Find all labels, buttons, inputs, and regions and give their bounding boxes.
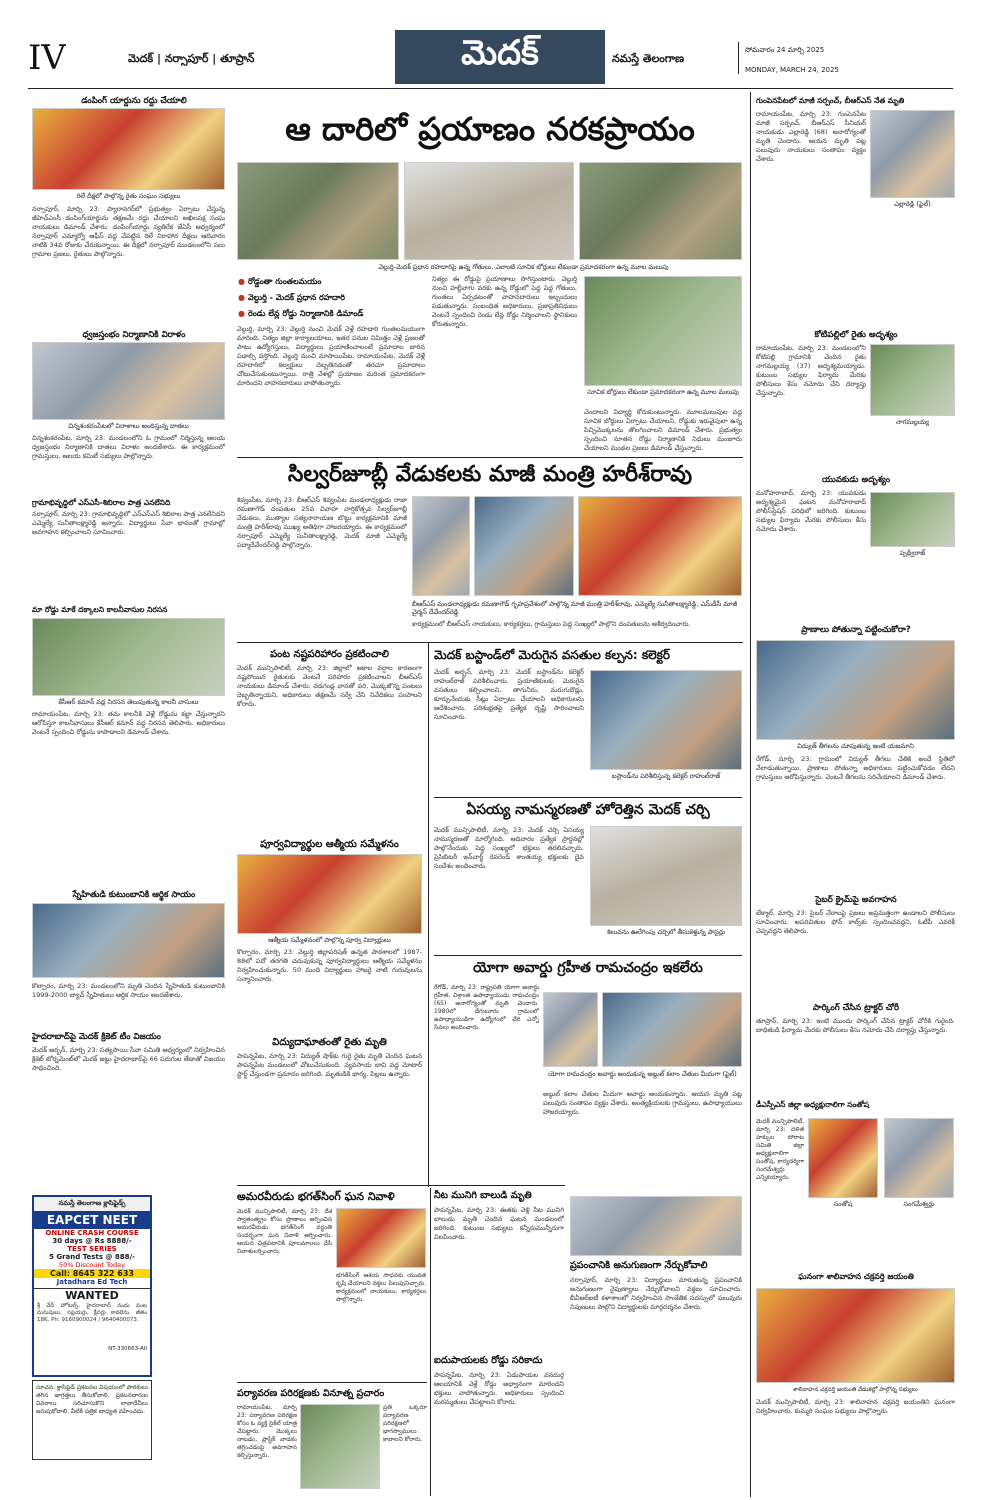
harish-photo-3 [578,496,742,596]
right-caption-4: విద్యుత్ తీగలను చూపుతున్న ఇంటి యజమాని [797,742,914,750]
bullet-3: ● రెండు లేన్ల రోడ్డు నిర్మాణానికి డిమాండ్ [238,309,364,318]
eapcet-ad [32,1195,152,1377]
ad-line-4: 5 Grand Tests @ 888/- [49,1253,135,1261]
section-rule-1 [237,457,743,458]
right-text-7: మెదక్ మున్సిపాలిటీ, మార్చి 23: దళిత హక్కుల పోరాట సమితి జిల్లా అధ్యక్షురాలిగా సంతోష, కార్యదర్శిగా సంగమేశ్వర్లు ఎన్నికయ్యారు. [756,1118,804,1181]
harish-text-1: శివ్వంపేట, మార్చి 23: బీఆర్‌ఎస్ శివ్వంపేట మండలాధ్యక్షుడు రాజా రమణాగౌడ్ దంపతుల 25వ వివాహ వార్షికోత్సవ సిల్వర్‌జూబ్లీ వేడుకలు, ముత్యాల సత్యనారాయణ బొట్టు కార్యక్రమానికి మాజీ మంత్రి హరీశ్‌రావు ముఖ్య అతిథిగా హాజరయ్యారు. ఈ కార్యక్రమంలో నర్సాపూర్ ఎమ్మెల్యే సునీతాలక్ష్మారెడ్డి, మెదక్ మాజీ ఎమ్మెల్యే పద్మాదేవేందర్‌రెడ్డి పాల్గొన్నారు. [237,496,407,549]
right-headline-7: డీఎస్పీఎస్ జిల్లా అధ్యక్షురాలిగా సంతోష [756,1100,869,1109]
main-text-3: చెందాలని విద్యార్థి కోరుకుంటున్నారు. మూలమలుపుల వద్ద సూచిక బోర్డులు ఏర్పాటు చేయాలని, రోడ్డుకు ఇరువైపులా ఉన్న పిచ్చిమొక్కలను తొలగించాలని డిమాండ్ చేశారు. ప్రభుత్వం స్పందించి నూతన రోడ్డు నిర్మాణానికి నిధులు మంజూరు చేయాలని మండల ప్రజలు డిమాండ్ చేస్తున్నారు. [584,408,742,452]
right-headline-6: పార్కింగ్ చేసిన ట్రాక్టర్ చోరీ [812,1003,900,1013]
left-text-4: రామాయంపేట, మార్చి 23: తమ కాలనీకి వెళ్లే రోడ్డును కబ్జా చేస్తున్నారని ఆరోపిస్తూ కాలనీవాసులు కేసీఆర్ కమాన్ వద్ద నిరసన తెలిపారు. అధికారులు వెంటనే స్పందించి రోడ్డును కాపాడాలని డిమాండ్ చేశారు. [32,710,225,736]
harish-photo-2 [474,496,574,596]
main-text-1: వెల్దుర్తి, మార్చి 23: వెల్దుర్తి నుంచి మెదక్ వెళ్లే రహదారి గుంతలమయంగా మారింది. నిత్యం జిల్లా కార్యాలయాలు, ఇతర పనుల నిమిత్తం వెళ్లే ప్రజలతో పాటు ఉద్యోగస్తులు, విద్యార్థులు ప్రయాణించాలంటే ప్రమాదాల బారిన పడాల్సి వస్తోంది. వెల్దుర్తి నుంచి మాసాయిపేట, రామాయంపేట, మెదక్ వెళ్లే రహదారిలో కల్వర్టులు దెబ్బతినడంతో తరచూ ప్రమాదాలు చోటుచేసుకుంటున్నాయి. రాత్రి వేళల్లో ప్రయాణం మరింత ప్రమాదకరంగా మారిందని వాహనదారులు వాపోతున్నారు. [237,325,425,387]
bus-stand-caption: బస్టాండ్‌ను పరిశీలిస్తున్న కలెక్టర్ రాహుల్‌రాజ్ [611,772,721,780]
right-caption-8: శాలివాహన చక్రవర్తి జయంతి వేడుకల్లో పాల్గొన్న సభ్యులు [793,1387,918,1393]
section-rule-4 [237,1382,427,1383]
left-text-2: చిన్నశంకరంపేట, మార్చి 23: మండలంలోని ఓ గ్రామంలో నిర్మిస్తున్న ఆలయ ధ్వజస్తంభం నిర్మాణానికి దాతలు విరాళం అందజేశారు. ఈ కార్యక్రమంలో గ్రామస్తులు, ఆలయ కమిటీ సభ్యులు పాల్గొన్నారు. [32,434,225,460]
ad-reference: NT-330663-AII [108,1346,147,1352]
medak-bus-headline: మెదక్ బస్టాండ్‌లో మెరుగైన వసతుల కల్పన: కలెక్టర్ [434,648,670,662]
harish-caption: బీఆర్‌ఎస్ మండలాధ్యక్షుడు రమణాగౌడ్ గృహప్రవేశంలో పాల్గొన్న మాజీ మంత్రి హరీశ్‌రావు, ఎమ్మెల్యే సునీతాలక్ష్మారెడ్డి, ఎమ్‌డీసీ మాజీ చైర్మన్ దేవేందర్‌రెడ్డి [412,600,738,616]
church-headline: ఏసయ్య నామస్మరణతో హోరెత్తిన మెదక్ చర్చి [466,802,710,818]
road-photo-1 [237,162,399,260]
yoga-text-1: రేగోడ్, మార్చి 23: రాష్ట్రపతి యోగా అవార్డు గ్రహీత, విశ్రాంత ఉపాధ్యాయుడు రామచంద్రం (65) అనారోగ్యంతో మృతి చెందారు. 1980లో దేగులూరు గ్రామంలో ఉపాధ్యాయుడిగా ఉద్యోగంలో చేరి ఎన్నో సేవలు అందించారు. [434,984,539,1031]
right-text-2: రామాయంపేట, మార్చి 23: మండలంలోని కోటిపల్లి గ్రామానికి చెందిన రైతు నాగమల్లయ్య (37) అదృశ్యమయ్యాడు. కుటుంబ సభ్యుల ఫిర్యాదు మేరకు పోలీసులు కేసు నమోదు చేసి దర్యాప్తు చేస్తున్నారు. [756,344,866,397]
shock-text: పాపన్నపేట, మార్చి 23: విద్యుత్ షాక్‌కు గురై రైతు మృతి చెందిన ఘటన పాపన్నపేట మండలంలో చోటుచేసుకుంది. వ్యవసాయ బావి వద్ద మోటార్ స్టార్ట్ చేస్తుండగా ప్రమాదం జరిగింది. మృతుడికి భార్య, పిల్లలు ఉన్నారు. [237,1052,422,1078]
road-photo-2 [404,162,574,260]
ad-line-2: 30 days @ Rs 8888/- [52,1237,132,1245]
bhagat-text-1: మెదక్ మున్సిపాలిటీ, మార్చి 23: దేశ స్వాతంత్య్రం కోసం ప్రాణాలు అర్పించిన అమరవీరుడు భగత్‌సింగ్ వర్ధంతి సందర్భంగా ఘన నివాళి అర్పించారు. ఆయన చిత్రపటానికి పూలమాలలు వేసి నివాళులర్పించారు. [237,1208,332,1255]
section-rule-6 [434,955,742,956]
ellareddy-photo [870,110,955,198]
wanted-label: WANTED [34,1288,150,1302]
col-divider-3 [750,92,751,1497]
alumni-text: కొల్చారం, మార్చి 23: వెల్దుర్తి జిల్లాపరిషత్ ఉన్నత పాఠశాలలో 1987-88లో పదో తరగతి చదువుకున్న పూర్వవిద్యార్థులు ఆత్మీయ సమ్మేళనం నిర్వహించుకున్నారు. 50 మంది విద్యార్థులు హాజరై నాటి గురువులను సన్మానించారు. [237,948,422,983]
yoga-caption: యోగా రామచంద్రం అవార్డు అందుకున్న అబ్దుల్ కలాం చేతుల మీదుగా (ఫైల్) [548,1070,737,1078]
road-photos-caption: వెల్దుర్తి-మెదక్ ప్రధాన రహదారిపై ఉన్న గోతులు, ఎలాంటి సూచిక బోర్డులు లేకుండా ప్రమాదకరంగా ఉన్న మూల మలుపు [378,263,669,271]
ad-line-1: ONLINE CRASH COURSE [45,1229,139,1237]
prithviraj-photo [870,492,955,547]
masthead-rule [28,88,953,89]
district-banner: మెదక్ [395,30,605,84]
date-english: MONDAY, MARCH 24, 2025 [745,66,839,74]
section-rule-2 [237,642,743,643]
shock-headline: విద్యుదాఘాతంతో రైతు మృతి [272,1037,387,1048]
left-caption-2: చిన్నశంకరంపేటలో విరాళాలు అందిస్తున్న దాతలు [68,422,189,430]
road-photo-3 [579,162,742,260]
right-headline-4: ప్రాణాలు పోతున్నా పట్టించుకోరా? [801,625,911,635]
church-text: మెదక్ మున్సిపాలిటీ, మార్చి 23: మెదక్ చర్చి ఏసయ్య నామస్మరణతో మార్మోగింది. ఆదివారం ప్రత్యేక ప్రార్థనల్లో పాల్గొనేందుకు పెద్ద సంఖ్యలో భక్తులు తరలివచ్చారు. ప్రెసిబిటరీ ఇన్‌చార్జ్ రెవరెండ్ శాంతయ్య భక్తులకు దైవ సందేశం అందించారు. [434,826,584,870]
ad-line-3: TEST SERIES [67,1245,117,1253]
left-headline-3: గ్రామాభివృద్ధిలో ఎస్‌ఎసీ-శిబిరాల పాత్ర ఎనలేనిది [32,498,171,507]
col-divider-1 [428,642,429,1187]
section-rule-5 [434,797,742,798]
left-caption-4: కేసీఆర్ కమాన్ వద్ద నిరసన తెలుపుతున్న కాలనీ వాసులు [58,698,199,706]
bullet-1: ● రోడ్డంతా గుంతలమయం [238,277,322,286]
yoga-portrait [543,992,598,1067]
main-headline: ఆ దారిలో ప్రయాణం నరకప్రాయం [285,110,695,148]
electric-wire-photo [756,640,955,740]
section-tags: మెదక్ | నర్సాపూర్ | తూప్రాన్ [128,52,255,65]
left-headline-1: డంపింగ్ యార్డును రద్దు చేయాలి [81,96,187,106]
env-headline: పర్యావరణ పరిరక్షణకు వినూత్న ప్రచారం [237,1388,385,1399]
harish-photo-1 [412,496,470,596]
harish-headline: సిల్వర్‌జూబ్లీ వేడుకలకు మాజీ మంత్రి హరీశ్‌రావు [287,462,693,487]
right-caption-2: నాగమల్లయ్య [895,418,930,426]
seminar-photo [570,1196,742,1256]
right-caption-7b: సంగమేశ్వర్లు [903,1200,935,1208]
medak-bus-text: మెదక్ అర్బన్, మార్చి 23: మెదక్ బస్టాండ్‌ను కలెక్టర్ రాహుల్‌రాజ్ పరిశీలించారు. ప్రయాణికులకు మెరుగైన వసతులు కల్పించాలని, తాగునీరు, మరుగుదొడ్లు, కూర్చునేందుకు సీట్లు ఏర్పాటు చేయాలని అధికారులను ఆదేశించారు. పరిశుభ్రతపై ప్రత్యేక దృష్టి సారించాలని సూచించారు. [434,668,584,721]
yoga-award-photo [602,992,742,1067]
donation-photo [32,342,225,420]
crop-text: మెదక్ మున్సిపాలిటీ, మార్చి 23: జిల్లాలో అకాల వర్షాల కారణంగా నష్టపోయిన రైతులకు వెంటనే పరిహారం ప్రకటించాలని బీఆర్‌ఎస్ నాయకులు డిమాండ్ చేశారు. వడగండ్ల వానతో వరి, మొక్కజొన్న పంటలు దెబ్బతిన్నాయని, అధికారులు తక్షణమే సర్వే చేసి నివేదికలు పంపాలని కోరారు. [237,664,422,708]
curve-road-caption: సూచిక బోర్డులు లేకుండా ప్రమాదకరంగా ఉన్న మూల మలుపు [587,388,739,396]
bore-text: పాపన్నపేట, మార్చి 23: ఈతకు వెళ్లి నీట మునిగి బాలుడు మృతి చెందిన ఘటన మండలంలో జరిగింది. కుటుంబ సభ్యులు కన్నీరుమున్నీరుగా విలపించారు. [434,1206,564,1241]
right-text-5: టేక్మాల్, మార్చి 23: సైబర్ నేరాలపై ప్రజలు అప్రమత్తంగా ఉండాలని పోలీసులు సూచించారు. అపరిచితుల ఫోన్ కాల్స్‌కు స్పందించవద్దని, ఓటీపీ ఎవరికీ చెప్పవద్దని తెలిపారు. [756,909,955,935]
right-caption-1: ఎల్లారెడ్డి (ఫైల్) [894,200,931,208]
yoga-headline: యోగా అవార్డు గ్రహీత రామచంద్రం ఇకలేరు [473,960,703,976]
shalivahana-photo [756,1288,955,1383]
alumni-headline: పూర్వవిద్యార్థుల ఆత్మీయ సమ్మేళనం [260,839,399,850]
alumni-caption: ఆత్మీయ సమ్మేళనంలో పాల్గొన్న పూర్వ విద్యార్థులు [268,936,391,944]
left-headline-4: మా రోడ్డు మాకే దక్కాలని కాలనీవాసుల నిరసన [32,605,168,614]
masthead-divider [738,42,739,74]
curve-road-photo [584,276,742,386]
ad-line-6: Call: 8645 322 633 [34,1269,150,1278]
right-caption-7a: సంతోష [833,1200,853,1208]
bhagat-headline: అమరవీరుడు భగత్‌సింగ్ ఘన నివాళి [237,1190,395,1203]
yoga-text-2: అబ్దుల్ కలాం చేతుల మీదుగా అవార్డు అందుకున్నారు. ఆయన మృతి పట్ల పలువురు సంతాపం వ్యక్తం చేశారు. అంత్యక్రియలకు గ్రామస్తులు, ఉపాధ్యాయులు హాజరయ్యారు. [543,1090,742,1116]
right-text-3: మనోహరాబాద్, మార్చి 23: యువకుడు అదృశ్యమైన ఘటన మనోహరాబాద్ పోలీస్‌స్టేషన్ పరిధిలో జరిగింది. కుటుంబ సభ్యుల ఫిర్యాదు మేరకు పోలీసులు కేసు నమోదు చేశారు. [756,489,866,533]
church-photo [590,826,742,926]
friends-aid-photo [32,903,225,978]
section-rule-3 [237,1185,565,1186]
ad-title: EAPCET NEET [34,1211,150,1229]
col-divider-2 [430,1188,431,1496]
right-text-4: రేగోడ్, మార్చి 23: గ్రామంలో విద్యుత్ తీగలు చేతికి అందే స్థితిలో వేలాడుతున్నాయి. ప్రాణాలు పోతున్నా అధికారులు పట్టించుకోవడం లేదని గ్రామస్తులు ఆరోపిస్తున్నారు. వెంటనే తీగలను సరిచేయాలని డిమాండ్ చేశారు. [756,755,955,781]
bhagat-text-2: భగత్‌సింగ్ ఆశయ సాధనకు యువత కృషి చేయాలని వక్తలు పిలుపునిచ్చారు. కార్యక్రమంలో నాయకులు, కార్యకర్తలు పాల్గొన్నారు. [336,1272,426,1303]
harish-text-2: కార్యక్రమంలో బీఆర్‌ఎస్ నాయకులు, కార్యకర్తలు, గ్రామస్తులు పెద్ద సంఖ్యలో పాల్గొని దంపతులను ఆశీర్వదించారు. [412,620,691,628]
bhagat-photo [336,1208,426,1268]
ad-line-7: Jatadhara Ed Tech [56,1278,128,1286]
colony-protest-photo [32,618,225,696]
right-text-7b [756,1212,955,1267]
env-text-2: ప్రతి ఒక్కరూ పర్యావరణ పరిరక్షణలో భాగస్వాములు కావాలని కోరారు. [383,1404,427,1443]
sangameshwar-photo [884,1118,954,1198]
env-text-1: రామాయంపేట, మార్చి 23: పర్యావరణ పరిరక్షణ కోసం ఓ వ్యక్తి సైకిల్ యాత్ర చేపట్టారు. మొక్కలు నాటడం, ప్లాస్టిక్ వాడకం తగ్గించడంపై అవగాహన కల్పిస్తున్నారు. [237,1404,297,1459]
wanted-text: శ్రీ వేద్ హోటల్స్, హైదరాబాద్ నందు వంట మనుషులు, సప్లయర్లు, క్లీనర్లు కావలెను. జీతం 18K. Ph: 9160900024 / 9640400073. [37,1303,147,1323]
right-text-1: రామాయంపేట, మార్చి 23: గుంపెనపేట మాజీ సర్పంచ్, బీఆర్‌ఎస్ సీనియర్ నాయకుడు ఎల్లారెడ్డి (68) అనారోగ్యంతో మృతి చెందారు. ఆయన మృతి పట్ల పలువురు నాయకులు సంతాపం వ్యక్తం చేశారు. [756,110,866,163]
left-text-3: నర్సాపూర్, మార్చి 23: గ్రామాభివృద్ధిలో ఎన్‌ఎస్‌ఎస్ శిబిరాల పాత్ర ఎనలేనిదని ఎమ్మెల్యే సునీతాలక్ష్మారెడ్డి అన్నారు. విద్యార్థులు సేవా భావంతో గ్రామాల్లో అవగాహన కల్పించాలని సూచించారు. [32,510,225,536]
right-text-6: తూప్రాన్, మార్చి 23: ఇంటి ముందు పార్కింగ్ చేసిన ట్రాక్టర్ చోరీకి గురైంది. బాధితుడి ఫిర్యాదు మేరకు పోలీసులు కేసు నమోదు చేసి దర్యాప్తు చేస్తున్నారు. [756,1017,955,1034]
ad-line-5: 50% Discount Today [59,1261,125,1269]
left-text-1: నర్సాపూర్, మార్చి 23: ప్యారానగర్‌లో ప్రభుత్వం ఏర్పాటు చేస్తున్న జీహెచ్‌ఎంసీ డంపింగ్‌యార్డును తక్షణమే రద్దు చేయాలని అఖిలపక్ష సంఘ నాయకులు డిమాండ్ చేశారు. డంపింగ్‌యార్డు వ్యతిరేక జేఏసీ ఆధ్వర్యంలో నర్సాపూర్ ఎమ్మార్వో ఆఫీస్ వద్ద చేపట్టిన రిలే నిరాహార దీక్షలు ఆదివారం నాటికి 34వ రోజుకు చేరుకున్నాయి. ఈ దీక్షలో నర్సాపూర్ మండలంలోని పలు గ్రామాల ప్రజలు, రైతులు పాల్గొన్నారు. [32,205,225,258]
date-telugu: సోమవారం 24 మార్చి 2025 [745,46,825,54]
nagamallaiah-photo [870,344,955,416]
right-headline-2: కోటిపల్లిలో రైతు అదృశ్యం [814,330,898,340]
page-number: IV [28,38,66,78]
main-text-2: నిత్యం ఈ రోడ్డుపై ప్రయాణాలు సాగిస్తుంటారు. వెల్దుర్తి నుంచి హల్దీవాగు వరకు ఉన్న రోడ్డులో పెద్ద పెద్ద గోతులు, గుంతలు ఏర్పడటంతో వాహనదారులు ఇబ్బందులు పడుతున్నారు. సంబంధిత అధికారులు, ప్రజాప్రతినిధులు వెంటనే స్పందించి రెండు లేన్ల రోడ్డు నిర్మించాలని స్థానికులు కోరుతున్నారు. [432,275,577,328]
left-headline-2: ధ్వజస్తంభం నిర్మాణానికి విరాళం [82,330,186,340]
bullet-2: ● వెల్దుర్తి - మెదక్ ప్రధాన రహదారి [238,293,346,302]
right-headline-3: యువకుడు అదృశ్యం [821,475,891,485]
right-headline-5: సైబర్ క్రైమ్‌పై అవగాహన [815,895,897,905]
left-text-5: కొల్చారం, మార్చి 23: మండలంలోని మృతి చెందిన స్నేహితుడి కుటుంబానికి 1999-2000 బ్యాచ్ స్నేహితులు ఆర్థిక సాయం అందజేశారు. [32,982,225,999]
left-caption-1: రిలే దీక్షలో పాల్గొన్న రైతు సంఘం సభ్యులు [76,192,181,200]
dumping-yard-photo [32,108,225,190]
nehru-text: నర్సాపూర్, మార్చి 23: విద్యార్థులు మారుతున్న ప్రపంచానికి అనుగుణంగా నైపుణ్యాలు నేర్చుకోవాలని వక్తలు సూచించారు. బీవీఆర్‌ఐటీ కళాశాలలో నిర్వహించిన సాంకేతిక సదస్సులో పలువురు నిపుణులు పాల్గొని విద్యార్థులకు మార్గదర్శనం చేశారు. [570,1276,742,1311]
right-headline-1: గుంపెనపేటలో మాజీ సర్పంచ్, బీఆర్‌ఎస్ నేత మృతి [756,96,905,105]
ad-brand: నమస్తే తెలంగాణ క్లాసిఫైడ్స్ [34,1197,150,1211]
road2-headline: ఐదుపాయలకు రోడ్డు సరికాదు [434,1355,543,1366]
santosha-photo [808,1118,878,1198]
cycle-photo [300,1404,380,1489]
left-headline-5: స్నేహితుడి కుటుంబానికి ఆర్థిక సాయం [72,890,196,900]
right-headline-8: ఘనంగా శాలివాహన చక్రవర్తి జయంతి [798,1272,914,1281]
crop-headline: పంట నష్టపరిహారం ప్రకటించాలి [270,649,389,660]
church-caption: శిలువను ఊరేగింపు చర్చిలో తీసుకెళ్తున్న పాస్టర్లు [606,928,726,936]
left-text-6: మెదక్ అర్బన్, మార్చి 23: సత్యసాయి సేవా సమితి ఆధ్వర్యంలో నిర్వహించిన క్రికెట్ టోర్నమెంట్‌లో మెదక్ జట్టు హైదరాబాద్‌పై 66 పరుగుల తేడాతో విజయం సాధించింది. [32,1046,225,1072]
left-headline-6: హైదరాబాద్‌పై మెదక్ క్రికెట్ టీం విజయం [32,1032,161,1042]
right-caption-3: పృథ్వీరాజ్ [899,549,926,557]
classified-note-text: సూచన: క్లాసిఫైడ్ ప్రకటనల విషయంలో పాఠకులు తగిన జాగ్రత్తలు తీసుకోవాలి. ప్రకటనదారుల వివరాలు సరిచూసుకొని లావాదేవీలు జరుపుకోవాలి. వీటికి పత్రిక బాధ్యత వహించదు. [36,1384,148,1415]
bore-headline: నీట మునిగి బాలుడి మృతి [434,1190,532,1201]
road2-text: పాపన్నపేట, మార్చి 23: ఏడుపాయల వనదుర్గ ఆలయానికి వెళ్లే రోడ్డు అధ్వానంగా మారిందని భక్తులు వాపోతున్నారు. అధికారులు స్పందించి మరమ్మతులు చేపట్టాలని కోరారు. [434,1371,564,1406]
nehru-headline: ప్రపంచానికి అనుగుణంగా నేర్చుకోవాలి [570,1260,708,1271]
right-text-8: మెదక్ మున్సిపాలిటీ, మార్చి 23: శాలివాహన చక్రవర్తి జయంతిని ఘనంగా నిర్వహించారు. కుమ్మరి సంఘం సభ్యులు పాల్గొన్నారు. [756,1398,955,1415]
bus-stand-photo [590,670,742,770]
brand-name: నమస్తే తెలంగాణ [612,52,685,65]
alumni-photo [237,854,422,934]
classified-note [32,1380,152,1460]
